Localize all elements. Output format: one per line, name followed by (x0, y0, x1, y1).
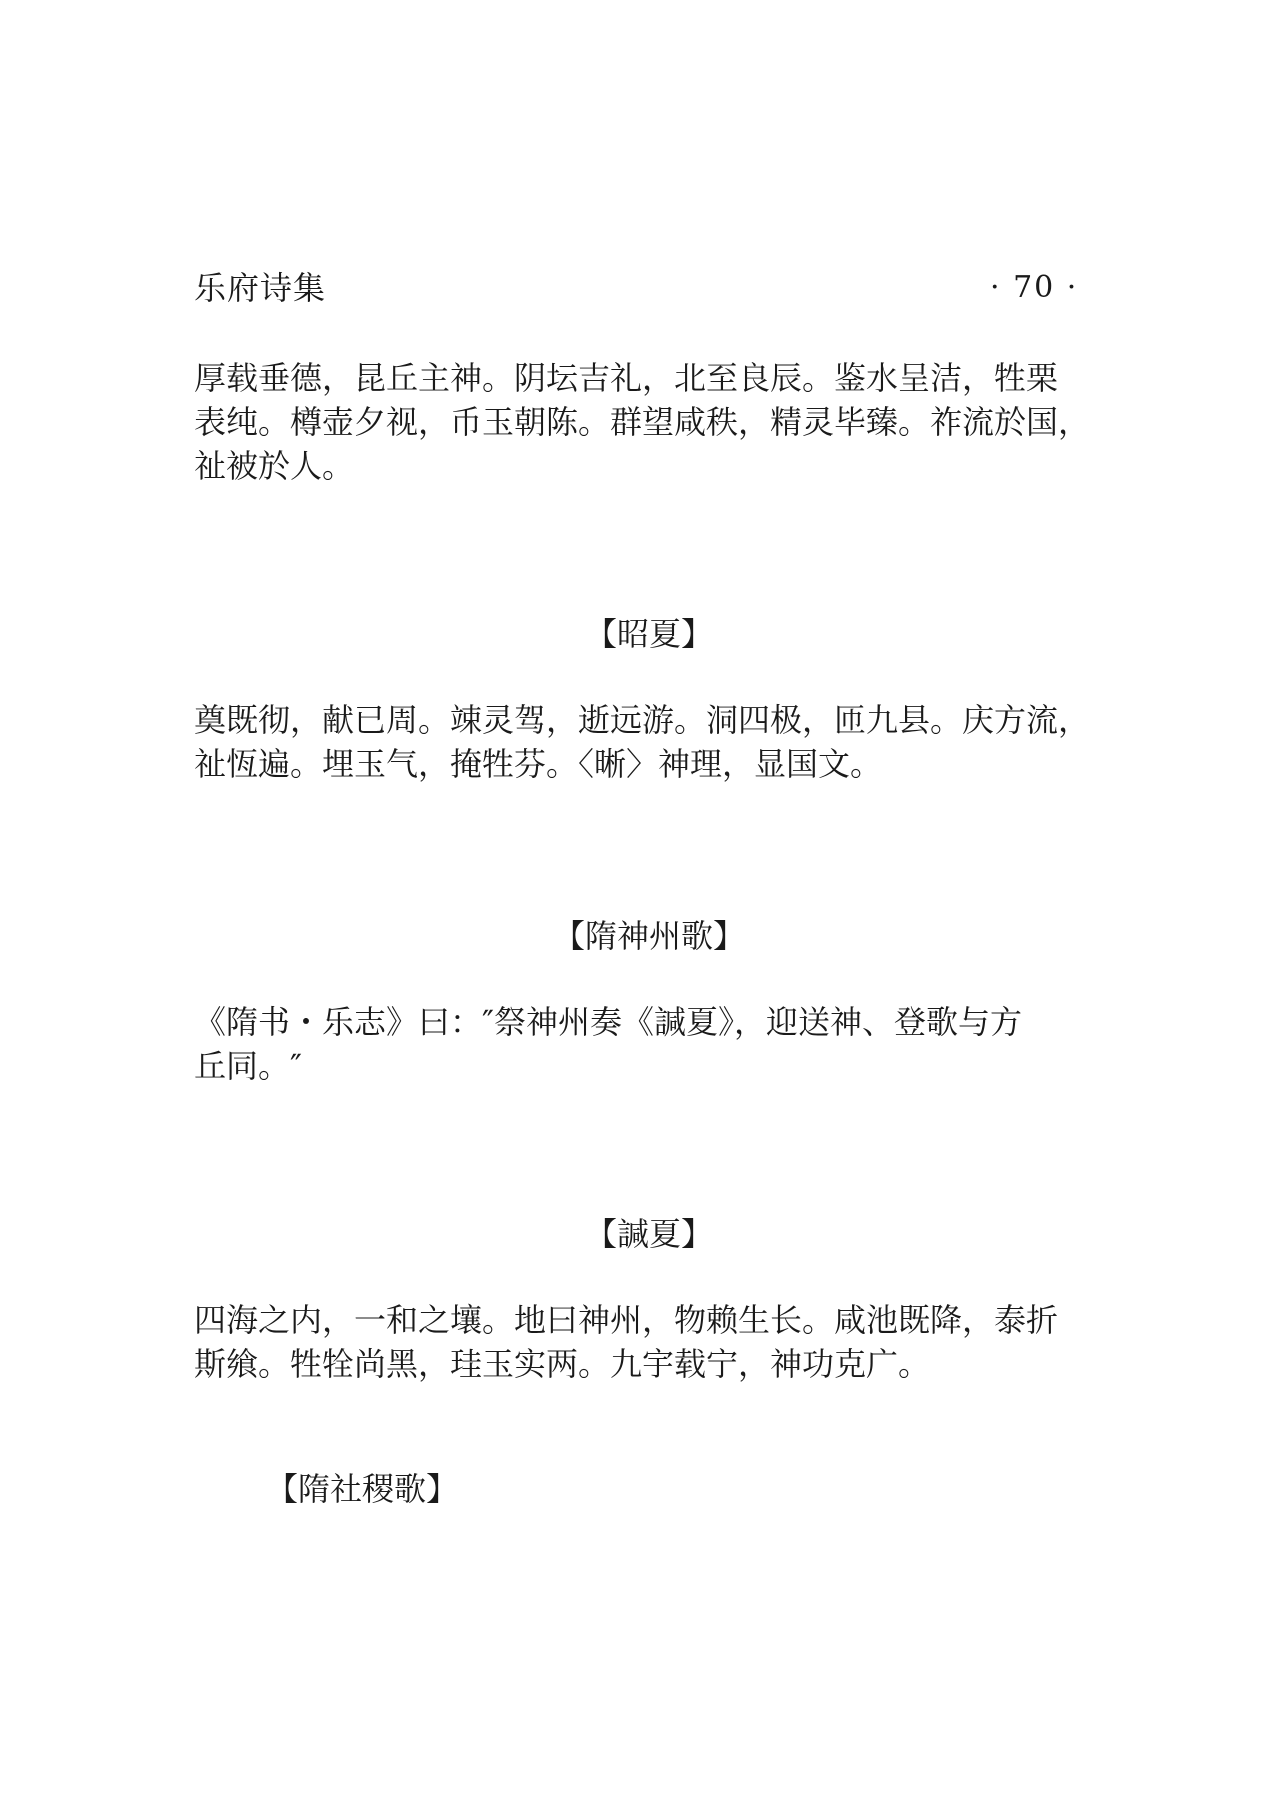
section-heading: 【昭夏】 (585, 615, 714, 653)
section-heading: 【隋神州歌】 (553, 917, 746, 955)
verse-paragraph (194, 698, 1104, 786)
source-note-paragraph (194, 1000, 1104, 1088)
verse-paragraph (194, 1298, 1104, 1386)
verse-line: 表纯。樽壶夕视，币玉朝陈。群望咸秩，精灵毕臻。祚流於国， (194, 403, 1091, 441)
verse-line: 祉被於人。 (194, 447, 355, 485)
verse-line: 四海之内，一和之壤。地曰神州，物赖生长。咸池既降，泰折 (194, 1301, 1059, 1339)
running-head-title: 乐府诗集 (194, 269, 327, 307)
verse-line: 奠既彻，献已周。竦灵驾，逝远游。洞四极，匝九县。庆方流， (194, 701, 1091, 739)
page-number: · 70 · (990, 270, 1079, 305)
verse-paragraph (194, 356, 1104, 488)
note-line: 《隋书・乐志》曰：″祭神州奏《諴夏》，迎送神、登歌与方 (194, 1003, 1022, 1041)
note-line: 丘同。″ (194, 1047, 302, 1085)
section-heading: 【諴夏】 (585, 1215, 714, 1253)
section-heading: 【隋社稷歌】 (266, 1470, 459, 1508)
verse-line: 厚载垂德，昆丘主神。阴坛吉礼，北至良辰。鉴水呈洁，牲栗 (194, 359, 1059, 397)
verse-line: 祉恆遍。埋玉气，掩牲芬。〈晰〉神理，显国文。 (194, 745, 883, 783)
verse-line: 斯飨。牲牷尚黑，珪玉实两。九宇载宁，神功克广。 (194, 1345, 931, 1383)
